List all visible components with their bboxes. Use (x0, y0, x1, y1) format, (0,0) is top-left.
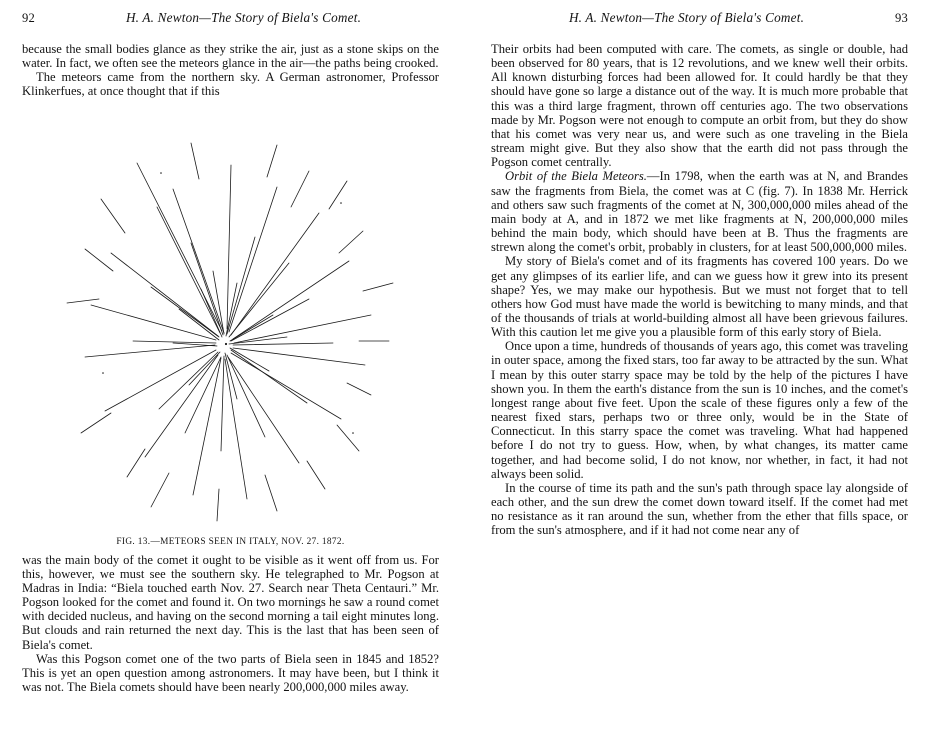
left-running-head (22, 10, 439, 26)
left-page (22, 10, 465, 740)
meteor-radiant-illustration (41, 103, 421, 533)
paragraph: because the small bodies glance as they strike the air, just as a stone skips on the water. In fact, we often see the meteors glance in the air—the paths being crooked. (22, 42, 439, 71)
figure-number: FIG. 13.— (116, 536, 161, 547)
left-body-text-lower (22, 553, 439, 695)
paragraph: Was this Pogson comet one of the two parts of Biela seen in 1845 and 1852? This is yet an open question among astronomers. It may have been, but I think it was not. The Biela comets should have been nearly 200,000,000 miles away. (22, 651, 439, 695)
figure-13 (22, 103, 439, 547)
right-folio-number: 93 (895, 11, 908, 25)
figure-caption (22, 537, 439, 547)
italic-lead-in: Orbit of the Biela Meteors. (505, 169, 647, 184)
paragraph: In the course of time its path and the sun's path through space lay alongside of each other, and the sun drew the comet down toward itself. If the comet had met no resistance as it ran around the sun, whether from the ether that fills space, or from the sun's atmosphere, and if it had not come near any of (491, 480, 908, 538)
right-page (465, 10, 908, 740)
paragraph: was the main body of the comet it ought to be visible as it went off from us. For this, however, we must see the southern sky. He telegraphed to Mr. Pogson at Madras in India: “Biela touched earth Nov. 27. Search near Theta Centauri.” Mr. Pogson looked for the comet and found it. On two mornings he saw a round comet with decided nucleus, and having on the second morning a tail eight minutes long. But clouds and rain returned the next day. This is the last that has been seen of Biela's comet. (22, 552, 439, 652)
paragraph-orbit-of-biela-meteors: Orbit of the Biela Meteors.—In 1798, when the earth was at N, and Brandes saw the fragments from Biela, the comet was at C (fig. 7). In 1838 Mr. Herrick and others saw such fragments of the comet at N, 300,000,000 miles ahead of the main body at A, and in 1872 we met like fragments at N, 200,000,000 miles behind the main body, which should have been at B. Thus the fragments are strewn along the comet's orbit, probably in clusters, for at least 500,000,000 miles. (491, 169, 908, 255)
right-body-text (491, 42, 908, 537)
figure-caption-text: METEORS SEEN IN ITALY, NOV. 27. 1872. (160, 536, 345, 547)
paragraph: My story of Biela's comet and of its fragments has covered 100 years. Do we get any glimpses of its earlier life, and can we guess how it grew into its present shape? Yes, we may make our hypothesis. But we must not forget that to tell others how God must have made the world is bewitching to many minds, and that of the thousands of trials at world-building almost all have been grievous failures. With this caution let me give you a plausible form of this early story of Biela. (491, 254, 908, 340)
paragraph: Once upon a time, hundreds of thousands of years ago, this comet was traveling in outer space, among the fixed stars, too far away to be attracted by the sun. What I mean by this outer starry space may be told by the help of the pictures I have shown you. In them the earth's distance from the sun is 10 inches, and the comet's longest range about five feet. Upon the scale of these figures only a few of the nearest fixed stars, perhaps two or three only, would be in the State of Connecticut. In this starry space the comet was traveling. What had happened before I do not try to guess. How, when, by what changes, its matter came together, and had become solid, I do not know, nor whether, in fact, it had not always been solid. (491, 339, 908, 481)
left-folio-number: 92 (22, 11, 35, 25)
paragraph: The meteors came from the northern sky. A German astronomer, Professor Klinkerfues, at once thought that if this (22, 70, 439, 99)
right-running-head (491, 10, 908, 26)
left-body-text (22, 42, 439, 99)
right-running-title: H. A. Newton—The Story of Biela's Comet. (568, 10, 805, 25)
paragraph: Their orbits had been computed with care. The comets, as single or double, had been observed for 80 years, that is 12 revolutions, and we knew well their orbits. All known disturbing forces had been allowed for. It could hardly be that they should have gone so large a distance out of the way. It is much more probable that this was a third large fragment, thrown off centuries ago. The two observations made by Mr. Pogson were not enough to compute an orbit from, but they do show that his comet was very near us, and were such as one traveling in the Biela stream might give. But they also show that the earth did not pass through the Pogson comet centrally. (491, 42, 908, 170)
left-running-title: H. A. Newton—The Story of Biela's Comet. (125, 10, 362, 25)
